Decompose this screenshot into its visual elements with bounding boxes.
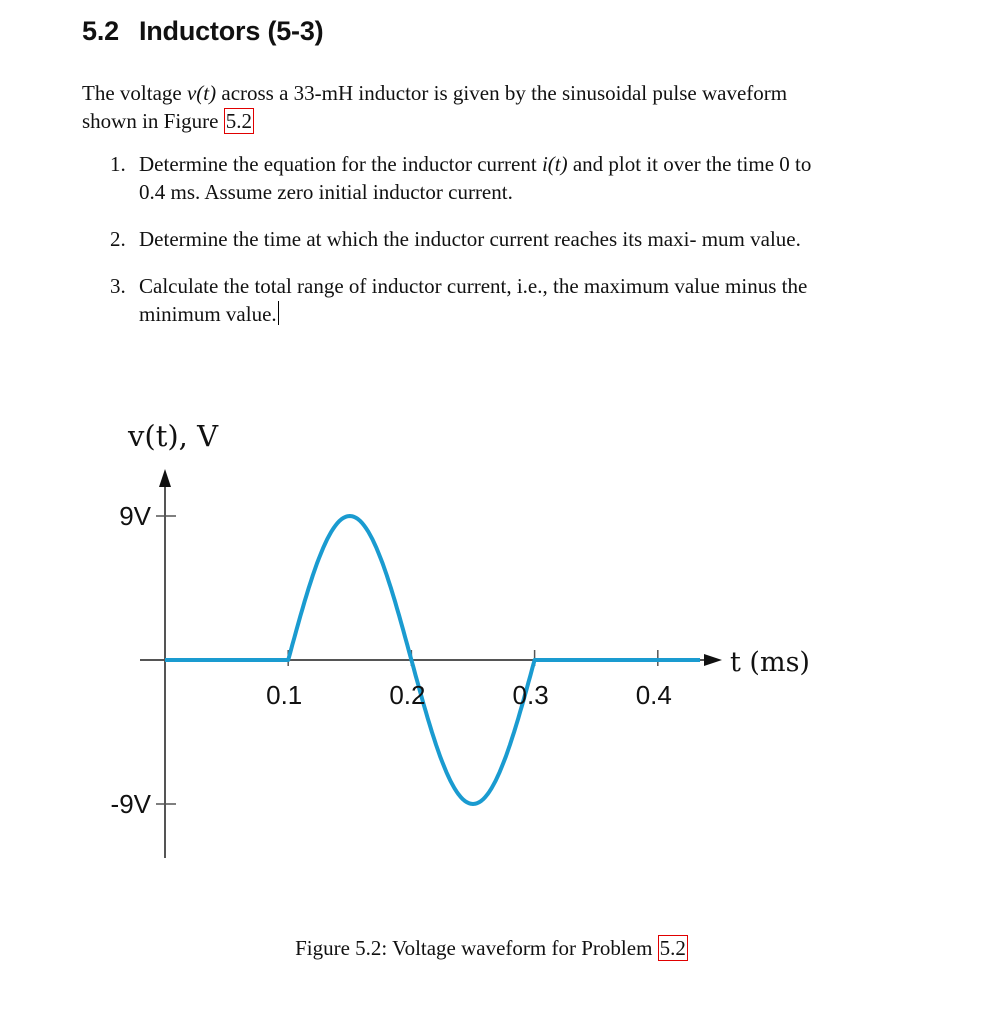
x-tick-label: 0.2 [389, 680, 426, 710]
intro-text-start: The voltage [82, 81, 187, 105]
y-tick-label: 9V [119, 501, 151, 531]
x-axis-label: t (ms) [730, 647, 810, 678]
list-item-marker: 3. [110, 274, 126, 298]
y-tick-label: -9V [110, 789, 151, 819]
problem-reference-link[interactable]: 5.2 [659, 936, 686, 960]
x-tick-label: 0.4 [635, 680, 672, 710]
intro-math-v: v(t) [186, 81, 217, 105]
x-axis-arrowhead [704, 654, 722, 666]
y-axis-label: v(t), V [128, 419, 219, 453]
task-text: Determine the equation for the inductor current [139, 152, 542, 176]
task-text-end: and plot it over the time 0 to 0.4 ms. Assume zero initial inductor current. [139, 152, 812, 204]
x-tick-label: 0.1 [266, 680, 303, 710]
intro-text-end: across a 33-mH inductor is given by the sinusoidal pulse waveform shown in Figure [82, 81, 788, 133]
list-item-marker: 2. [110, 227, 126, 251]
caption-text: Figure 5.2: Voltage waveform for Problem [295, 936, 658, 960]
x-tick-label: 0.3 [512, 680, 549, 710]
task-text: Calculate the total range of inductor current, i.e., the maximum value minus the minimum value. [139, 274, 808, 326]
task-text: Determine the time at which the inductor current reaches its maxi- mum value. [139, 227, 801, 251]
section-number: 5.2 [82, 16, 119, 46]
figure-caption [0, 936, 983, 961]
list-item-marker: 1. [110, 152, 126, 176]
y-axis-arrowhead [159, 469, 171, 487]
figure-reference-link[interactable]: 5.2 [225, 109, 252, 133]
task-math-i: i(t) [541, 152, 568, 176]
section-title: Inductors (5-3) [138, 16, 324, 46]
